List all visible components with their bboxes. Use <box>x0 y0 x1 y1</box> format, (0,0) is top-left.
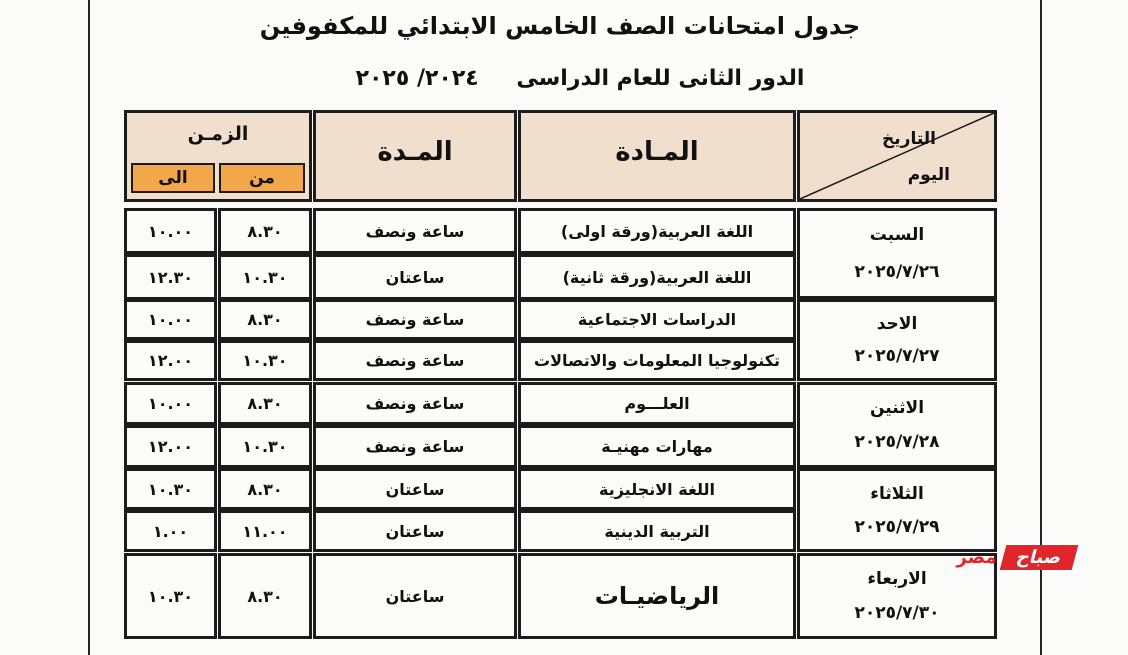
site-watermark <box>895 540 1075 574</box>
day-cell <box>797 208 997 299</box>
header-duration-cell <box>313 110 517 202</box>
time-from-cell-text: ٨.٣٠ <box>247 586 283 606</box>
duration-cell <box>313 553 517 639</box>
duration-cell <box>313 208 517 254</box>
page-frame-left <box>88 0 90 655</box>
time-from-cell <box>218 299 312 340</box>
time-to-cell <box>124 468 217 510</box>
subject-cell-text: العلـــوم <box>624 394 690 413</box>
day-cell <box>797 299 997 381</box>
subject-cell-text: مهارات مهنيـة <box>601 437 713 456</box>
header-to-label: الى <box>158 168 188 188</box>
time-to-cell <box>124 382 217 425</box>
page-title: جدول امتحانات الصف الخامس الابتدائي للمكفوفين <box>259 12 861 40</box>
watermark-sabah: صباح <box>999 545 1078 570</box>
time-to-cell-text: ١٢.٠٠ <box>147 351 194 370</box>
diagonal-divider <box>800 113 994 199</box>
time-to-cell-text: ١٢.٣٠ <box>147 267 194 287</box>
page-subtitle <box>200 66 960 91</box>
subject-cell-text: تكنولوجيا المعلومات والاتصالات <box>533 351 781 370</box>
academic-year: ٢٠٢٤/ ٢٠٢٥ <box>355 66 479 91</box>
time-from-cell-text: ٨.٣٠ <box>247 310 283 329</box>
header-time-cell <box>124 110 312 202</box>
header-duration-label: المـدة <box>377 137 453 167</box>
duration-cell <box>313 299 517 340</box>
exam-date: ٢٠٢٥/٧/٢٧ <box>854 346 940 366</box>
duration-cell-text: ساعتان <box>385 586 445 606</box>
day-name: الاربعاء <box>867 569 927 589</box>
duration-cell <box>313 468 517 510</box>
exam-date: ٢٠٢٥/٧/٣٠ <box>854 603 940 623</box>
subject-cell <box>518 553 796 639</box>
time-from-cell <box>218 254 312 300</box>
time-from-cell-text: ١٠.٣٠ <box>242 267 288 287</box>
time-from-cell-text: ٨.٣٠ <box>247 394 283 413</box>
time-to-cell <box>124 553 217 639</box>
subject-cell <box>518 382 796 425</box>
duration-cell <box>313 340 517 381</box>
day-name: الاثنين <box>869 398 925 418</box>
header-subject-label: المـادة <box>615 137 699 167</box>
header-date-day-cell <box>797 110 997 202</box>
header-to-cell <box>131 163 215 193</box>
time-to-cell-text: ١٠.٠٠ <box>147 310 194 329</box>
time-from-cell-text: ٨.٣٠ <box>247 221 283 241</box>
time-from-cell <box>218 382 312 425</box>
time-to-cell-text: ١٠.٠٠ <box>147 394 194 413</box>
subject-cell <box>518 208 796 254</box>
time-from-cell-text: ٨.٣٠ <box>247 479 283 499</box>
subject-cell-text: التربية الدينية <box>604 521 710 541</box>
subject-cell-text: اللغة العربية(ورقة اولى) <box>560 221 754 241</box>
subject-cell <box>518 299 796 340</box>
time-from-cell <box>218 468 312 510</box>
subtitle-text: الدور الثانى للعام الدراسى <box>516 66 805 91</box>
duration-cell-text: ساعة ونصف <box>365 310 465 329</box>
subject-cell-text: الدراسات الاجتماعية <box>577 310 737 329</box>
time-to-cell-text: ١.٠٠ <box>152 521 189 541</box>
header-day-label: اليوم <box>907 165 950 185</box>
subject-cell <box>518 254 796 300</box>
subject-cell-text: اللغة العربية(ورقة ثانية) <box>562 267 752 287</box>
exam-date: ٢٠٢٥/٧/٢٨ <box>854 432 940 452</box>
time-to-cell <box>124 425 217 468</box>
time-from-cell-text: ١٠.٣٠ <box>242 437 288 456</box>
header-subject-cell <box>518 110 796 202</box>
time-to-cell <box>124 340 217 381</box>
subject-cell <box>518 340 796 381</box>
time-from-cell-text: ١٠.٣٠ <box>242 351 288 370</box>
exam-date: ٢٠٢٥/٧/٢٦ <box>854 261 940 282</box>
time-from-cell <box>218 553 312 639</box>
duration-cell-text: ساعة ونصف <box>365 351 465 370</box>
header-from-cell <box>219 163 305 193</box>
exam-date: ٢٠٢٥/٧/٢٩ <box>854 516 940 537</box>
duration-cell-text: ساعة ونصف <box>365 394 465 413</box>
time-to-cell-text: ١٠.٣٠ <box>147 479 194 499</box>
duration-cell <box>313 382 517 425</box>
time-from-cell <box>218 425 312 468</box>
time-from-cell <box>218 510 312 552</box>
day-cell <box>797 382 997 468</box>
header-from-label: من <box>249 168 275 188</box>
time-to-cell-text: ١٠.٠٠ <box>147 221 194 241</box>
duration-cell-text: ساعة ونصف <box>365 437 465 456</box>
subject-cell-text: الرياضيـات <box>594 582 720 610</box>
watermark-masr: مصر <box>956 546 997 568</box>
time-to-cell <box>124 299 217 340</box>
time-from-cell <box>218 208 312 254</box>
time-to-cell-text: ١٠.٣٠ <box>147 586 194 606</box>
subject-cell <box>518 510 796 552</box>
subject-cell-text: اللغة الانجليزية <box>599 479 715 499</box>
time-to-cell <box>124 510 217 552</box>
duration-cell <box>313 425 517 468</box>
subject-cell <box>518 468 796 510</box>
duration-cell <box>313 510 517 552</box>
duration-cell-text: ساعتان <box>385 267 445 287</box>
day-name: الاحد <box>876 314 918 334</box>
time-to-cell-text: ١٢.٠٠ <box>147 437 194 456</box>
day-name: السبت <box>869 225 925 246</box>
subject-cell <box>518 425 796 468</box>
time-to-cell <box>124 254 217 300</box>
header-date-label: التاريخ <box>882 129 936 149</box>
duration-cell <box>313 254 517 300</box>
duration-cell-text: ساعتان <box>385 521 445 541</box>
duration-cell-text: ساعتان <box>385 479 445 499</box>
time-from-cell-text: ١١.٠٠ <box>242 521 288 541</box>
time-to-cell <box>124 208 217 254</box>
day-name: الثلاثاء <box>870 483 924 504</box>
duration-cell-text: ساعة ونصف <box>365 221 465 241</box>
header-time-label: الزمـن <box>187 123 249 145</box>
time-from-cell <box>218 340 312 381</box>
